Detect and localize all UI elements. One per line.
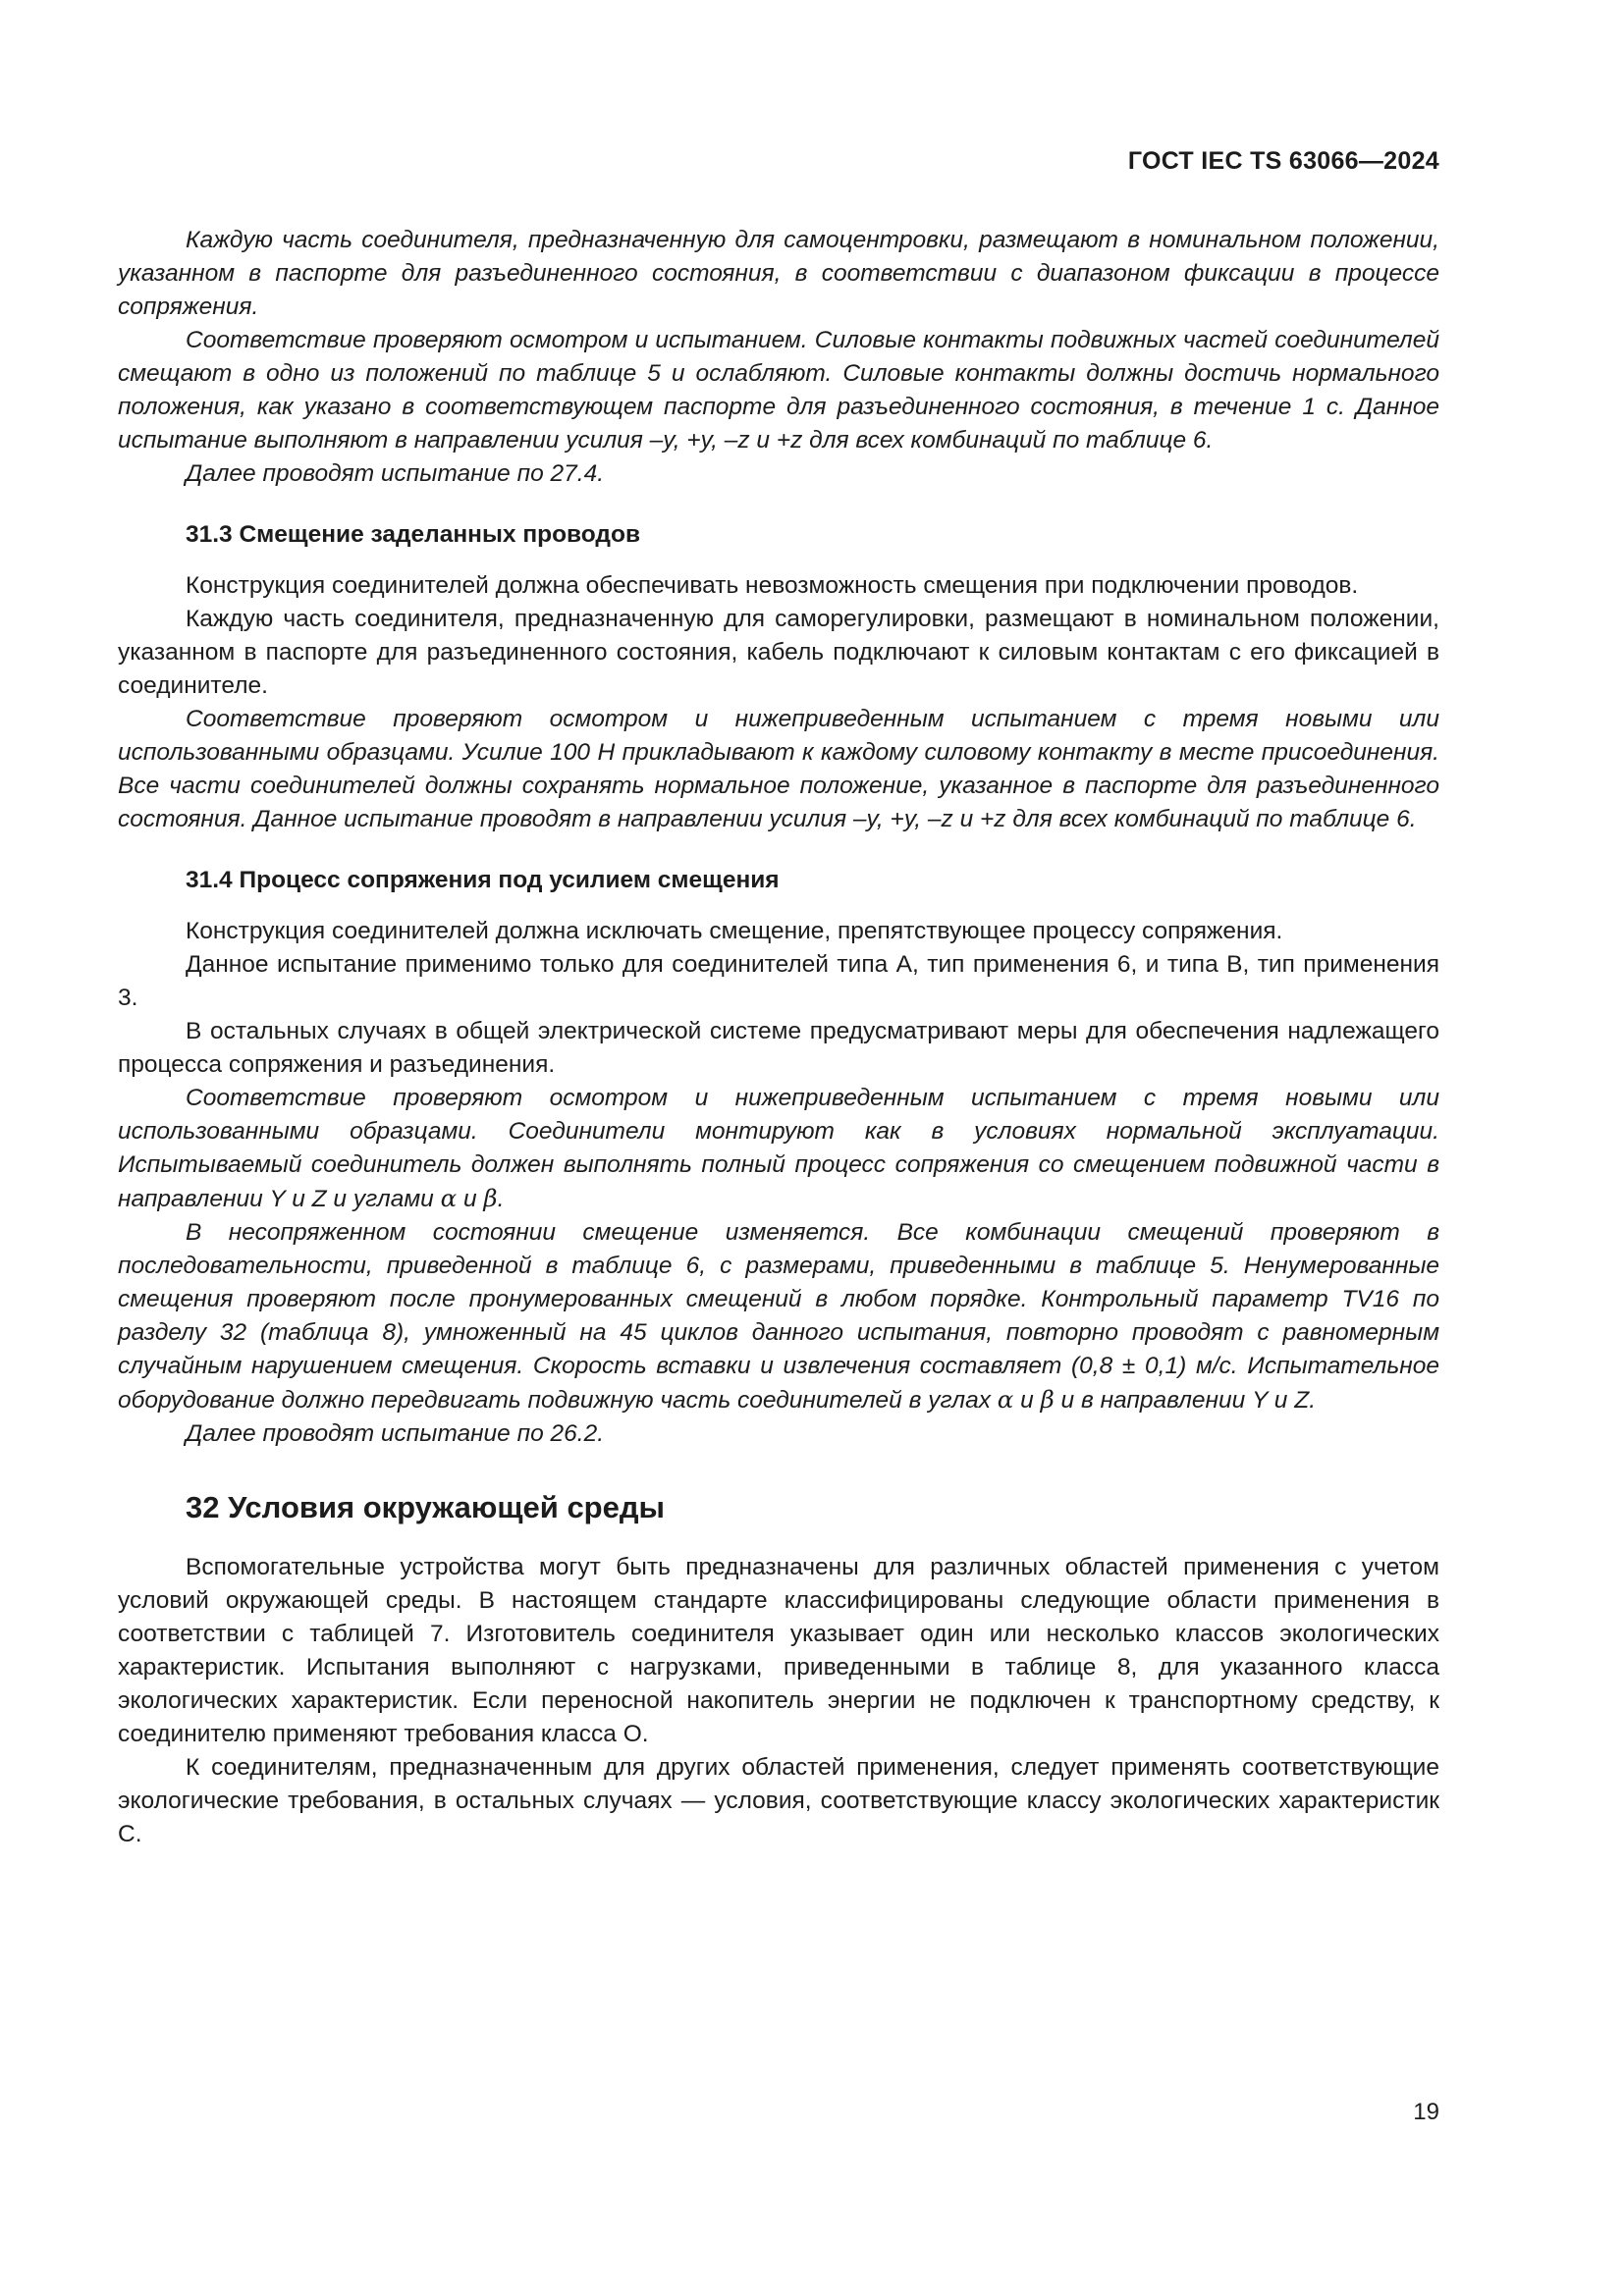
body-paragraph: Каждую часть соединителя, предназначенную для саморегулировки, размещают в номинальном положении, указанном в паспорте для разъединенного состояния, кабель подключают к силовым контактам с его фиксацией в соединителе. (118, 606, 1439, 699)
alpha-symbol: α (997, 1385, 1014, 1414)
compliance-check-paragraph (118, 1082, 1439, 1216)
period: . (497, 1186, 505, 1212)
body-paragraph: Конструкция соединителей должна исключать смещение, препятствующее процессу сопряжения. (186, 918, 1283, 944)
page-number: 19 (1413, 2099, 1439, 2125)
further-test-paragraph: Далее проводят испытание по 26.2. (186, 1420, 605, 1447)
compliance-check-paragraph: Соответствие проверяют осмотром и нижеприведенным испытанием с тремя новыми или использованными образцами. Усилие 100 Н прикладывают к каждому силовому контакту в месте присоединения. Все части соединителей должны сохранять нормальное положение, указанное в паспорте для разъединенного состояния. Данное испытание проводят в направлении усилия –y, +y, –z и +z для всех комбинаций по таблице 6. (118, 706, 1439, 832)
body-paragraph: Данное испытание применимо только для соединителей типа А, тип применения 6, и типа В, тип применения 3. (118, 951, 1439, 1011)
check-text: Соответствие проверяют осмотром и нижеприведенным испытанием с тремя новыми или использованными образцами. Соединители монтируют как в условиях нормальной эксплуатации. Испытываемый соединитель должен выполнять полный процесс сопряжения со смещением подвижной части в направлении Y и Z и углами (118, 1085, 1439, 1212)
conjunction: и (457, 1186, 484, 1212)
compliance-check-paragraph: Соответствие проверяют осмотром и испытанием. Силовые контакты подвижных частей соединителей смещают в одно из положений по таблице 5 и ослабляют. Силовые контакты должны достичь нормального положения, как указано в соответствующем паспорте для разъединенного состояния, в течение 1 с. Данное испытание выполняют в направлении усилия –y, +y, –z и +z для всех комбинаций по таблице 6. (118, 327, 1439, 454)
section-heading-31-4: 31.4 Процесс сопряжения под усилием смещения (186, 867, 780, 893)
section-31-3-body (118, 569, 1439, 836)
conjunction: и (1013, 1387, 1041, 1414)
section-heading-32: 32 Условия окружающей среды (186, 1490, 666, 1524)
beta-symbol: β (483, 1184, 498, 1212)
body-paragraph: Каждую часть соединителя, предназначенную для самоцентровки, размещают в номинальном положении, указанном в паспорте для разъединенного состояния, в соответствии с диапазоном фиксации в процессе сопряжения. (118, 227, 1439, 320)
section-31-4-body (118, 915, 1439, 1451)
procedure-text: В несопряженном состоянии смещение изменяется. Все комбинации смещений проверяют в последовательности, приведенной в таблице 6, с размерами, приведенными в таблице 5. Ненумерованные смещения проверяют после пронумерованных смещений в любом порядке. Контрольный параметр TV16 по разделу 32 (таблица 8), умноженный на 45 циклов данного испытания, повторно проводят с равномерным случайным нарушением смещения. Скорость вставки и извлечения составляет (0,8 ± 0,1) м/с. Испытательное оборудование должно передвигать подвижную часть соединителей в углах (118, 1219, 1439, 1414)
body-paragraph: Вспомогательные устройства могут быть предназначены для различных областей применения с учетом условий окружающей среды. В настоящем стандарте классифицированы следующие области применения в соответствии с таблицей 7. Изготовитель соединителя указывает один или несколько классов экологических характеристик. Испытания выполняют с нагрузками, приведенными в таблице 8, для указанного класса экологических характеристик. Если переносной накопитель энергии не подключен к транспортному средству, к соединителю применяют требования класса О. (118, 1554, 1439, 1747)
test-procedure-paragraph (118, 1216, 1439, 1417)
intro-block (118, 224, 1439, 491)
document-code-header: ГОСТ IEC TS 63066—2024 (1127, 147, 1439, 175)
body-paragraph: В остальных случаях в общей электрической системе предусматривают меры для обеспечения надлежащего процесса сопряжения и разъединения. (118, 1018, 1439, 1078)
section-heading-31-3: 31.3 Смещение заделанных проводов (186, 521, 641, 548)
section-32-body (118, 1551, 1439, 1851)
alpha-symbol: α (440, 1184, 458, 1212)
page-content (118, 224, 1439, 1851)
further-test-paragraph: Далее проводят испытание по 27.4. (186, 460, 605, 487)
beta-symbol: β (1040, 1385, 1055, 1414)
procedure-text-end: и в направлении Y и Z. (1054, 1387, 1317, 1414)
body-paragraph: Конструкция соединителей должна обеспечивать невозможность смещения при подключении проводов. (186, 572, 1359, 599)
body-paragraph: К соединителям, предназначенным для других областей применения, следует применять соответствующие экологические требования, в остальных случаях — условия, соответствующие классу экологических характеристик С. (118, 1754, 1439, 1847)
